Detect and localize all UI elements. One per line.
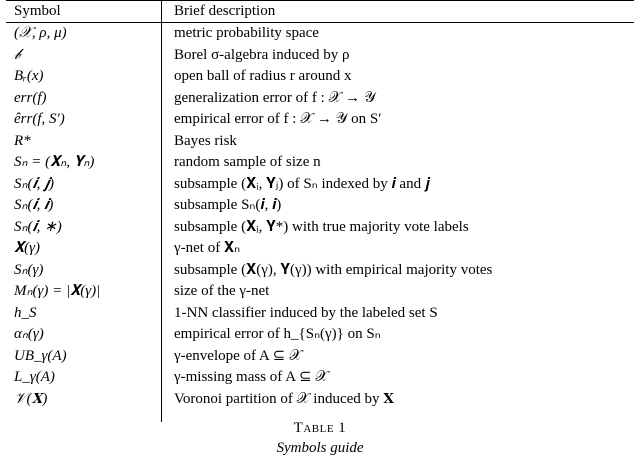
symbol-cell: êrr(f, S′) (14, 111, 65, 127)
symbol-cell: αₙ(γ) (14, 326, 44, 342)
symbol-cell: 𝒱(𝐗) (14, 390, 48, 407)
table-row (6, 367, 634, 389)
symbol-cell: Sₙ(𝒊, 𝒊) (14, 197, 54, 213)
table-row (6, 66, 634, 88)
description-cell: γ-net of 𝐗ₙ (174, 240, 241, 256)
description-cell: subsample (𝐗ᵢ, 𝐘ⱼ) of Sₙ indexed by 𝒊 and 𝒋 (174, 175, 430, 192)
table-row (6, 195, 634, 217)
symbol-cell: (𝒳, ρ, μ) (14, 25, 67, 41)
symbol-cell: Bᵣ(x) (14, 68, 44, 84)
description-cell: subsample Sₙ(𝒊, 𝒊) (174, 197, 282, 213)
description-cell: γ-envelope of A ⊆ 𝒳 (174, 347, 302, 364)
description-cell: empirical error of f : 𝒳 → 𝒴 on S′ (174, 111, 382, 127)
description-cell: random sample of size n (174, 154, 321, 170)
symbol-cell: R* (14, 132, 31, 149)
symbol-cell: Sₙ(𝒊, ∗) (14, 218, 62, 235)
table-row (6, 152, 634, 174)
symbol-cell: 𝒷 (14, 46, 21, 63)
table-body (6, 23, 634, 410)
table-row (6, 281, 634, 303)
table-row (6, 45, 634, 67)
description-cell: Voronoi partition of 𝒳 induced by 𝐗 (174, 390, 395, 407)
description-cell: Bayes risk (174, 132, 237, 149)
table-row (6, 346, 634, 368)
symbol-cell: err(f) (14, 89, 47, 106)
symbol-cell: UB_γ(A) (14, 347, 67, 364)
symbol-cell: Mₙ(γ) = |𝐗(γ)| (14, 283, 101, 299)
description-cell: γ-missing mass of A ⊆ 𝒳 (174, 369, 329, 385)
description-cell: subsample (𝐗(γ), 𝐘(γ)) with empirical majority votes (174, 261, 493, 278)
table-row (6, 174, 634, 196)
description-cell: open ball of radius r around x (174, 68, 352, 84)
description-cell: empirical error of h_{Sₙ(γ)} on Sₙ (174, 326, 381, 342)
table-row (6, 324, 634, 346)
table-title: Symbols guide (276, 440, 364, 456)
table-row (6, 23, 634, 45)
table-row (6, 88, 634, 110)
table-row (6, 109, 634, 131)
description-cell: 1-NN classifier induced by the labeled set S (174, 304, 438, 321)
table-row (6, 303, 634, 325)
table-label: Table 1 (293, 420, 347, 436)
table-row (6, 238, 634, 260)
symbol-cell: Sₙ(γ) (14, 261, 44, 278)
symbol-cell: 𝐗(γ) (14, 240, 41, 256)
table-header (6, 1, 634, 22)
symbol-cell: Sₙ = (𝐗ₙ, 𝐘ₙ) (14, 154, 95, 170)
table-row (6, 260, 634, 282)
symbol-cell: Sₙ(𝒊, 𝒋) (14, 175, 54, 192)
table-row (6, 131, 634, 153)
description-cell: subsample (𝐗ᵢ, 𝐘*) with true majority vote labels (174, 218, 469, 235)
description-cell: generalization error of f : 𝒳 → 𝒴 (174, 89, 376, 106)
description-cell: metric probability space (174, 25, 319, 41)
description-cell: size of the γ-net (174, 283, 270, 299)
table-row (6, 389, 634, 411)
symbol-cell: L_γ(A) (14, 369, 55, 385)
table-row (6, 217, 634, 239)
symbol-cell: h_S (14, 304, 37, 321)
header-symbol: Symbol (14, 3, 61, 19)
header-description: Brief description (174, 3, 276, 19)
description-cell: Borel σ-algebra induced by ρ (174, 46, 350, 63)
